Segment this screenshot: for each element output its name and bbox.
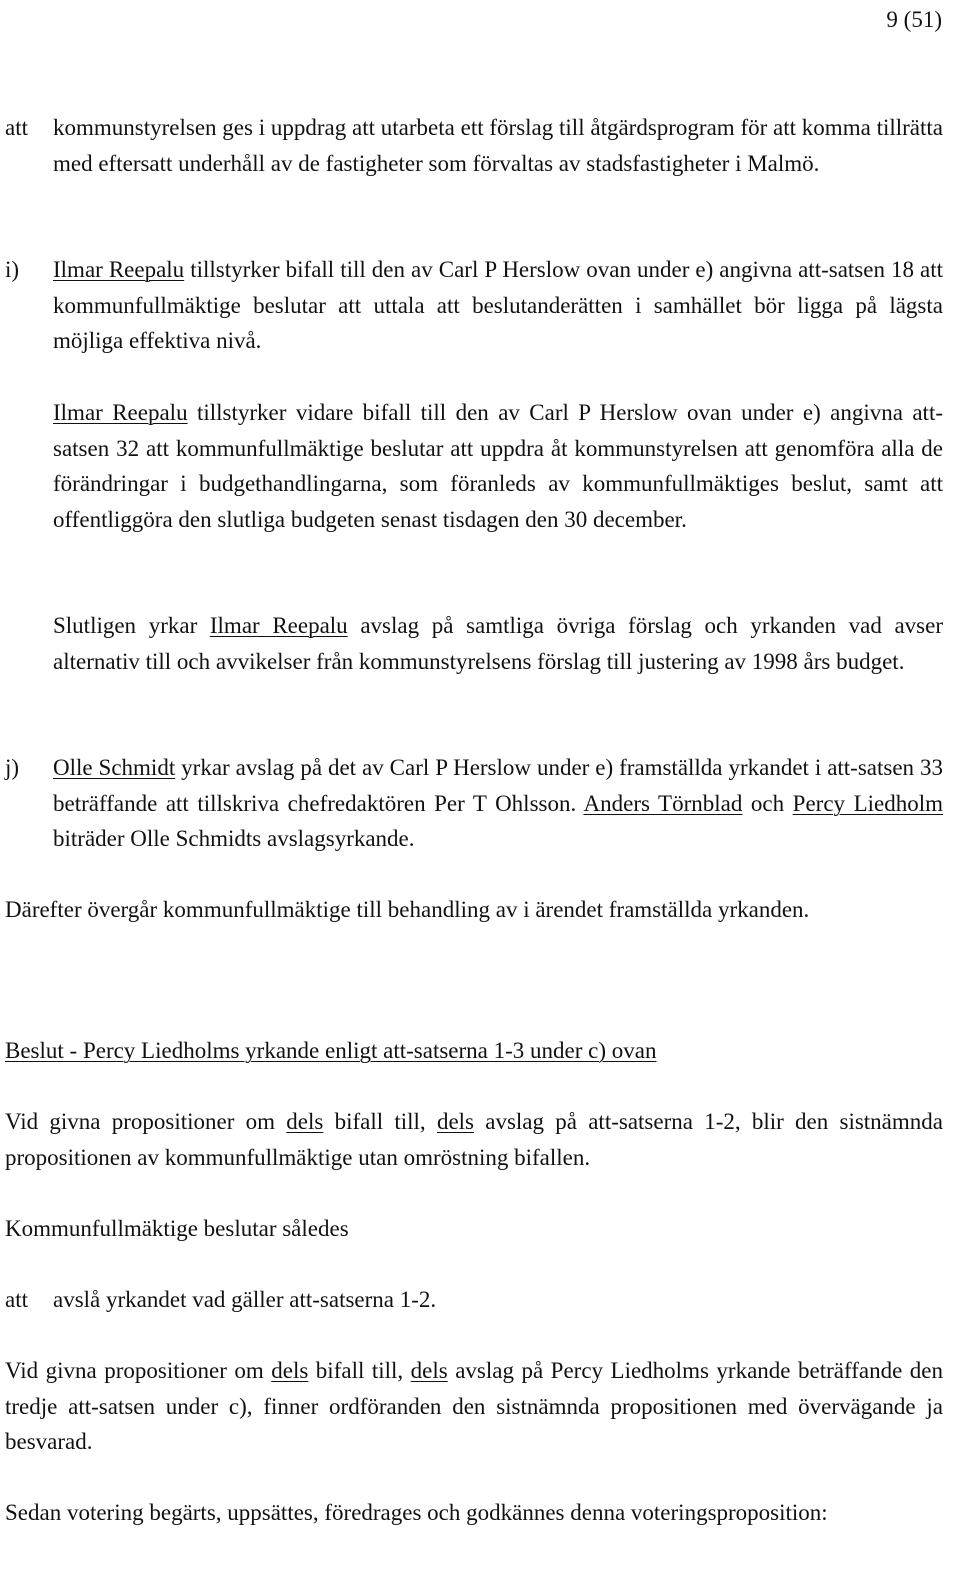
dels-word: dels bbox=[286, 1109, 324, 1134]
paragraph-text: tillstyrker bifall till den av Carl P Herslow ovan under e) angivna att-satsen 18 att kommunfullmäktige beslutar att uttala att beslutanderätten i samhället bör ligga på lägsta möjliga effektiva nivå. bbox=[53, 257, 943, 353]
item-i-first-paragraph bbox=[5, 252, 943, 359]
speaker-name: Percy Liedholm bbox=[792, 790, 944, 816]
transition-paragraph: Därefter övergår kommunfullmäktige till behandling av i ärendet framställda yrkanden. bbox=[5, 897, 810, 922]
dels-word: dels bbox=[271, 1358, 309, 1383]
speaker-name: Anders Törnblad bbox=[583, 790, 743, 816]
att-clause-text: kommunstyrelsen ges i uppdrag att utarbeta ett förslag till åtgärdsprogram för att komma tillrätta med eftersatt underhåll av de fastigheter som förvaltas av stadsfastigheter i Malmö. bbox=[53, 115, 943, 176]
speaker-name: Ilmar Reepalu bbox=[53, 257, 185, 282]
speaker-name: Olle Schmidt bbox=[53, 755, 176, 780]
paragraph-text: avslag på samtliga övriga förslag och yrkanden vad avser alternativ till och avvikelser från kommunstyrelsens förslag till justering av 1998 års budget. bbox=[53, 613, 943, 674]
att-clause bbox=[5, 110, 943, 181]
item-j bbox=[5, 750, 943, 857]
paragraph-text: yrkar avslag på det av Carl P Herslow under e) framställda yrkandet i att-satsen 33 beträffande att tillskriva chefredaktören Per T Ohlsson. bbox=[53, 755, 943, 816]
voting-paragraph: Sedan votering begärts, uppsättes, föredrages och godkännes denna voteringsproposition: bbox=[5, 1500, 828, 1525]
att-clause bbox=[5, 1282, 943, 1318]
item-i-label: i) bbox=[5, 257, 20, 282]
speaker-name: Ilmar Reepalu bbox=[53, 400, 188, 425]
att-label: att bbox=[5, 1287, 28, 1312]
decision-heading-text: Beslut - Percy Liedholms yrkande enligt att-satserna 1-3 under c) ovan bbox=[5, 1038, 657, 1063]
paragraph-text: biträder Olle Schmidts avslagsyrkande. bbox=[53, 826, 415, 851]
paragraph-text: Slutligen yrkar bbox=[53, 613, 210, 638]
speaker-name: Ilmar Reepalu bbox=[209, 613, 348, 638]
item-i-second-paragraph bbox=[5, 395, 943, 537]
item-i bbox=[5, 252, 943, 359]
proposition-paragraph-1: Vid givna propositioner om dels bifall till, dels avslag på att-satserna 1-2, blir den sistnämnda propositionen av kommunfullmäktige utan omröstning bifallen. bbox=[5, 1109, 943, 1170]
dels-word: dels bbox=[436, 1109, 474, 1134]
item-i-third-paragraph bbox=[5, 608, 943, 679]
decision-heading bbox=[5, 1033, 943, 1069]
paragraph-text: och bbox=[742, 790, 793, 816]
dels-word: dels bbox=[410, 1358, 448, 1383]
att-label: att bbox=[5, 115, 28, 140]
att-clause-text: avslå yrkandet vad gäller att-satserna 1-2. bbox=[53, 1287, 437, 1312]
resolution-intro: Kommunfullmäktige beslutar således bbox=[5, 1216, 349, 1241]
page-number: 9 (51) bbox=[886, 7, 942, 32]
proposition-paragraph-2: Vid givna propositioner om dels bifall till, dels avslag på Percy Liedholms yrkande beträffande den tredje att-satsen under c), finner ordföranden den sistnämnda propositionen med övervägande ja besvarad. bbox=[5, 1358, 943, 1454]
item-j-label: j) bbox=[5, 755, 20, 780]
paragraph-text: tillstyrker vidare bifall till den av Carl P Herslow ovan under e) angivna att-satsen 32 att kommunfullmäktige beslutar att uppdra åt kommunstyrelsen att genomföra alla de förändringar i budgethandlingarna, som föranleds av kommunfullmäktiges beslut, samt att offentliggöra den slutliga budgeten senast tisdagen den 30 december. bbox=[53, 400, 943, 532]
